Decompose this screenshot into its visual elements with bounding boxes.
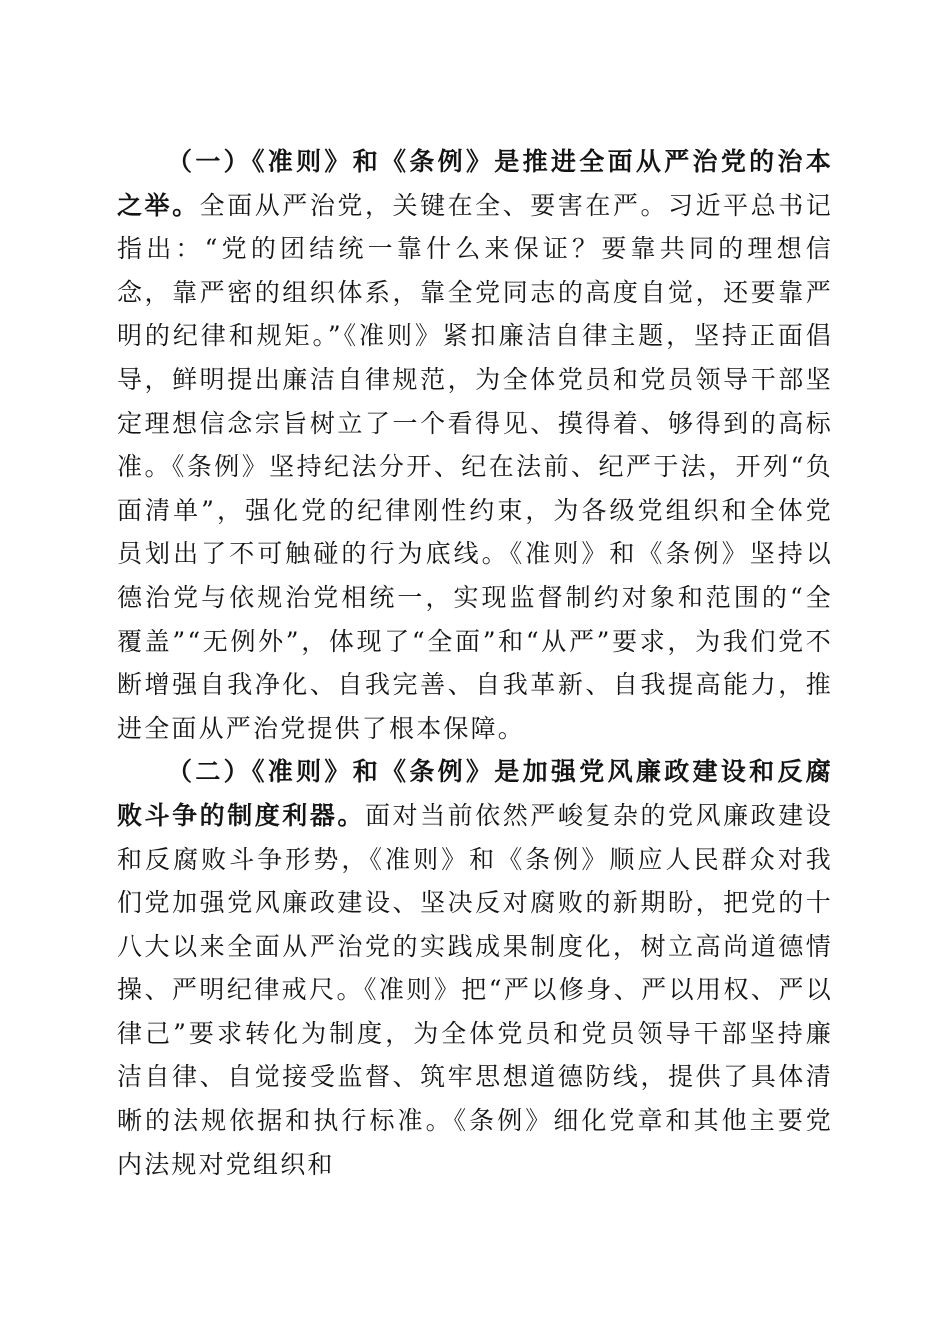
paragraph-1 [117,140,833,750]
paragraph-1-text: 全面从严治党，关键在全、要害在严。习近平总书记指出：“党的团结统一靠什么来保证？要靠共同的理想信念，靠严密的组织体系，靠全党同志的高度自觉，还要靠严明的纪律和规矩。”《准则》紧扣廉洁自律主题，坚持正面倡导，鲜明提出廉洁自律规范，为全体党员和党员领导干部坚定理想信念宗旨树立了一个看得见、摸得着、够得到的高标准。《条例》坚持纪法分开、纪在法前、纪严于法，开列“负面清单”，强化党的纪律刚性约束，为各级党组织和全体党员划出了不可触碰的行为底线。《准则》和《条例》坚持以德治党与依规治党相统一，实现监督制约对象和范围的“全覆盖”“无例外”，体现了“全面”和“从严”要求，为我们党不断增强自我净化、自我完善、自我革新、自我提高能力，推进全面从严治党提供了根本保障。 [117,190,833,743]
document-body [117,140,833,1186]
paragraph-1-heading: （一）《准则》和《条例》是推进全面从严治党的治本之举。 [117,147,833,220]
paragraph-2-text: 面对当前依然严峻复杂的党风廉政建设和反腐败斗争形势，《准则》和《条例》顺应人民群众对我们党加强党风廉政建设、坚决反对腐败的新期盼，把党的十八大以来全面从严治党的实践成果制度化，树立高尚道德情操、严明纪律戒尺。《准则》把“严以修身、严以用权、严以律己”要求转化为制度，为全体党员和党员领导干部坚持廉洁自律、自觉接受监督、筑牢思想道德防线，提供了具体清晰的法规依据和执行标准。《条例》细化党章和其他主要党内法规对党组织和 [117,800,833,1179]
paragraph-2 [117,750,833,1186]
paragraph-2-heading: （二）《准则》和《条例》是加强党风廉政建设和反腐败斗争的制度利器。 [117,757,833,830]
